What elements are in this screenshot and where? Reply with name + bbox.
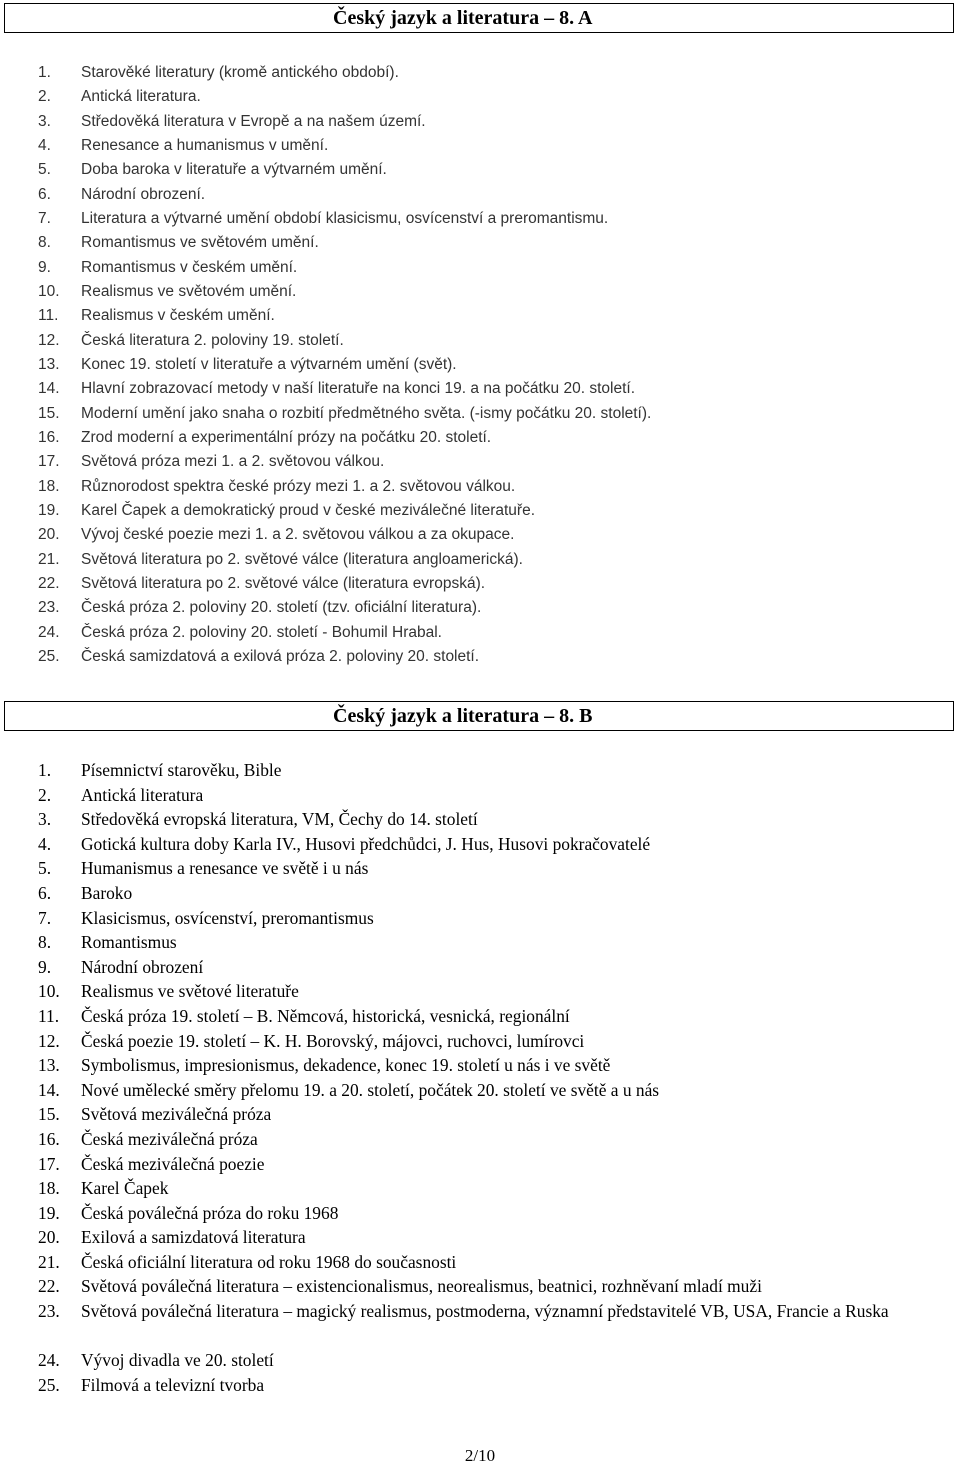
item-number: 18. bbox=[38, 477, 60, 495]
list-item bbox=[38, 1201, 938, 1226]
list-item bbox=[38, 134, 938, 158]
item-number: 19. bbox=[38, 501, 60, 519]
item-text: Vývoj divadla ve 20. století bbox=[81, 1350, 274, 1371]
item-number: 9. bbox=[38, 956, 52, 977]
list-item bbox=[38, 758, 938, 783]
item-number: 7. bbox=[38, 907, 52, 928]
list-item bbox=[38, 832, 938, 857]
item-number: 20. bbox=[38, 526, 60, 544]
item-text: Česká próza 2. poloviny 20. století (tzv. oficiální literatura). bbox=[81, 599, 482, 617]
section-a-topic-list bbox=[38, 61, 938, 669]
list-item bbox=[38, 256, 938, 280]
item-text: Světová poválečná literatura – existencionalismus, neorealismus, beatnici, rozhněvaní mladí muži bbox=[81, 1276, 762, 1297]
list-item bbox=[38, 402, 938, 426]
list-item bbox=[38, 856, 938, 881]
item-text: Symbolismus, impresionismus, dekadence, konec 19. století u nás i ve světě bbox=[81, 1055, 611, 1076]
list-item bbox=[38, 906, 938, 931]
item-number: 13. bbox=[38, 1055, 60, 1076]
item-number: 10. bbox=[38, 981, 60, 1002]
item-text: Humanismus a renesance ve světě i u nás bbox=[81, 858, 369, 879]
list-item bbox=[38, 1004, 938, 1029]
item-number: 22. bbox=[38, 1276, 60, 1297]
item-text: Starověké literatury (kromě antického období). bbox=[81, 64, 399, 81]
item-number: 16. bbox=[38, 1128, 60, 1149]
item-number: 15. bbox=[38, 1104, 60, 1125]
item-text: Zrod moderní a experimentální prózy na počátku 20. století. bbox=[81, 428, 492, 446]
list-item bbox=[38, 304, 938, 328]
item-number: 25. bbox=[38, 647, 60, 665]
item-number: 15. bbox=[38, 404, 60, 422]
item-text: Exilová a samizdatová literatura bbox=[81, 1227, 306, 1248]
item-number: 7. bbox=[38, 209, 51, 227]
item-text: Antická literatura. bbox=[81, 88, 201, 106]
item-number: 9. bbox=[38, 258, 51, 276]
item-text: Filmová a televizní tvorba bbox=[81, 1374, 265, 1395]
item-number: 1. bbox=[38, 64, 51, 81]
list-item bbox=[38, 61, 938, 85]
item-number: 1. bbox=[38, 760, 52, 780]
item-text: Česká próza 19. století – B. Němcová, historická, vesnická, regionální bbox=[81, 1005, 570, 1026]
item-text: Česká meziválečná poezie bbox=[81, 1153, 265, 1174]
section-a-title: Český jazyk a literatura – 8. A bbox=[333, 7, 593, 29]
item-number: 8. bbox=[38, 932, 52, 953]
item-text: Středověká literatura v Evropě a na našem území. bbox=[81, 112, 426, 130]
item-text: Světová próza mezi 1. a 2. světovou válkou. bbox=[81, 453, 385, 471]
list-item bbox=[38, 1029, 938, 1054]
item-text: Písemnictví starověku, Bible bbox=[81, 760, 282, 780]
item-text: Literatura a výtvarné umění období klasicismu, osvícenství a preromantismu. bbox=[81, 209, 609, 227]
item-number: 13. bbox=[38, 355, 60, 373]
list-item bbox=[38, 353, 938, 377]
list-item bbox=[38, 1225, 938, 1250]
item-text: Světová literatura po 2. světové válce (literatura angloamerická). bbox=[81, 550, 523, 568]
item-text: Česká oficiální literatura od roku 1968 do současnosti bbox=[81, 1251, 457, 1272]
item-number: 5. bbox=[38, 161, 51, 179]
item-number: 14. bbox=[38, 380, 60, 398]
item-text: Gotická kultura doby Karla IV., Husovi předchůdci, J. Hus, Husovi pokračovatelé bbox=[81, 833, 651, 854]
item-number: 5. bbox=[38, 858, 52, 879]
item-text: Národní obrození bbox=[81, 956, 204, 977]
list-item bbox=[38, 231, 938, 255]
item-number: 6. bbox=[38, 185, 51, 203]
item-number: 24. bbox=[38, 623, 60, 641]
list-item bbox=[38, 1053, 938, 1078]
list-item bbox=[38, 207, 938, 231]
item-text: Česká samizdatová a exilová próza 2. poloviny 20. století. bbox=[81, 647, 480, 665]
list-item bbox=[38, 1127, 938, 1152]
item-number: 21. bbox=[38, 1251, 60, 1272]
item-number: 12. bbox=[38, 1030, 60, 1051]
item-number: 25. bbox=[38, 1374, 60, 1395]
item-number: 23. bbox=[38, 599, 60, 617]
item-number: 2. bbox=[38, 88, 51, 106]
item-number: 17. bbox=[38, 453, 60, 471]
item-number: 21. bbox=[38, 550, 60, 568]
item-text: Světová literatura po 2. světové válce (literatura evropská). bbox=[81, 574, 486, 592]
item-text: Romantismus bbox=[81, 932, 177, 953]
item-text: Realismus v českém umění. bbox=[81, 307, 275, 325]
list-item bbox=[38, 280, 938, 304]
list-item bbox=[38, 596, 938, 620]
item-number: 16. bbox=[38, 428, 60, 446]
item-text: Doba baroka v literatuře a výtvarném umění. bbox=[81, 161, 387, 179]
item-number: 3. bbox=[38, 809, 52, 830]
item-number: 20. bbox=[38, 1227, 60, 1248]
item-text: Antická literatura bbox=[81, 784, 204, 805]
item-text: Karel Čapek a demokratický proud v české meziválečné literatuře. bbox=[81, 501, 536, 519]
item-number: 10. bbox=[38, 282, 60, 300]
item-text: Česká poválečná próza do roku 1968 bbox=[81, 1202, 339, 1223]
item-text: Nové umělecké směry přelomu 19. a 20. století, počátek 20. století ve světě a u nás bbox=[81, 1079, 660, 1100]
item-number: 2. bbox=[38, 784, 52, 805]
item-text: Realismus ve světovém umění. bbox=[81, 282, 297, 300]
list-item bbox=[38, 183, 938, 207]
item-text: Moderní umění jako snaha o rozbití předmětného světa. (-ismy počátku 20. století). bbox=[81, 404, 652, 422]
item-number: 8. bbox=[38, 234, 51, 252]
list-item bbox=[38, 572, 938, 596]
list-item bbox=[38, 475, 938, 499]
item-text: Středověká evropská literatura, VM, Čechy do 14. století bbox=[81, 809, 478, 830]
item-number: 18. bbox=[38, 1178, 60, 1199]
item-number: 6. bbox=[38, 882, 52, 903]
item-number: 22. bbox=[38, 574, 60, 592]
item-number: 3. bbox=[38, 112, 51, 130]
section-b-topic-list bbox=[38, 758, 938, 1397]
list-item bbox=[38, 110, 938, 134]
list-item bbox=[38, 1373, 938, 1398]
list-item bbox=[38, 329, 938, 353]
page-number: 2/10 bbox=[464, 1446, 496, 1465]
item-text: Romantismus v českém umění. bbox=[81, 258, 298, 276]
list-item bbox=[38, 930, 938, 955]
list-item bbox=[38, 1250, 938, 1275]
list-item bbox=[38, 158, 938, 182]
list-item bbox=[38, 955, 938, 980]
list-item bbox=[38, 1152, 938, 1177]
list-item bbox=[38, 783, 938, 808]
list-item bbox=[38, 979, 938, 1004]
item-number: 14. bbox=[38, 1079, 60, 1100]
item-text: Česká meziválečná próza bbox=[81, 1128, 258, 1149]
list-item bbox=[38, 499, 938, 523]
item-text: Renesance a humanismus v umění. bbox=[81, 136, 329, 154]
list-item bbox=[38, 807, 938, 832]
item-number: 4. bbox=[38, 833, 52, 854]
item-text: Romantismus ve světovém umění. bbox=[81, 234, 319, 252]
list-item bbox=[38, 548, 938, 572]
item-text: Světová meziválečná próza bbox=[81, 1104, 272, 1125]
item-text: Hlavní zobrazovací metody v naší literatuře na konci 19. a na počátku 20. století. bbox=[81, 380, 635, 398]
item-text: Konec 19. století v literatuře a výtvarném umění (svět). bbox=[81, 355, 457, 373]
list-item bbox=[38, 1299, 938, 1348]
item-number: 24. bbox=[38, 1350, 60, 1371]
item-text: Česká poezie 19. století – K. H. Borovský, májovci, ruchovci, lumírovci bbox=[81, 1030, 585, 1051]
item-text: Česká próza 2. poloviny 20. století - Bohumil Hrabal. bbox=[81, 623, 442, 641]
list-item bbox=[38, 621, 938, 645]
item-text: Karel Čapek bbox=[81, 1178, 169, 1199]
item-number: 12. bbox=[38, 331, 60, 349]
item-text: Vývoj české poezie mezi 1. a 2. světovou válkou a za okupace. bbox=[81, 526, 515, 544]
item-text: Národní obrození. bbox=[81, 185, 206, 203]
section-b-title: Český jazyk a literatura – 8. B bbox=[333, 705, 593, 727]
item-text: Různorodost spektra české prózy mezi 1. a 2. světovou válkou. bbox=[81, 477, 516, 495]
item-number: 4. bbox=[38, 136, 51, 154]
list-item bbox=[38, 1078, 938, 1103]
list-item bbox=[38, 1176, 938, 1201]
item-number: 23. bbox=[38, 1301, 60, 1322]
list-item bbox=[38, 645, 938, 669]
list-item bbox=[38, 85, 938, 109]
item-number: 19. bbox=[38, 1202, 60, 1223]
item-text: Baroko bbox=[81, 882, 133, 903]
list-item bbox=[38, 881, 938, 906]
item-number: 11. bbox=[38, 307, 59, 325]
item-text: Světová poválečná literatura – magický realismus, postmoderna, významní představitelé VB, USA, Francie a Ruska bbox=[81, 1301, 889, 1322]
list-item bbox=[38, 1274, 938, 1299]
item-number: 17. bbox=[38, 1153, 60, 1174]
item-number: 11. bbox=[38, 1005, 60, 1026]
item-text: Realismus ve světové literatuře bbox=[81, 981, 299, 1002]
list-item bbox=[38, 450, 938, 474]
item-text: Klasicismus, osvícenství, preromantismus bbox=[81, 907, 374, 928]
list-item bbox=[38, 523, 938, 547]
item-text: Česká literatura 2. poloviny 19. století. bbox=[81, 331, 344, 349]
list-item bbox=[38, 1102, 938, 1127]
list-item bbox=[38, 1348, 938, 1373]
list-item bbox=[38, 377, 938, 401]
list-item bbox=[38, 426, 938, 450]
